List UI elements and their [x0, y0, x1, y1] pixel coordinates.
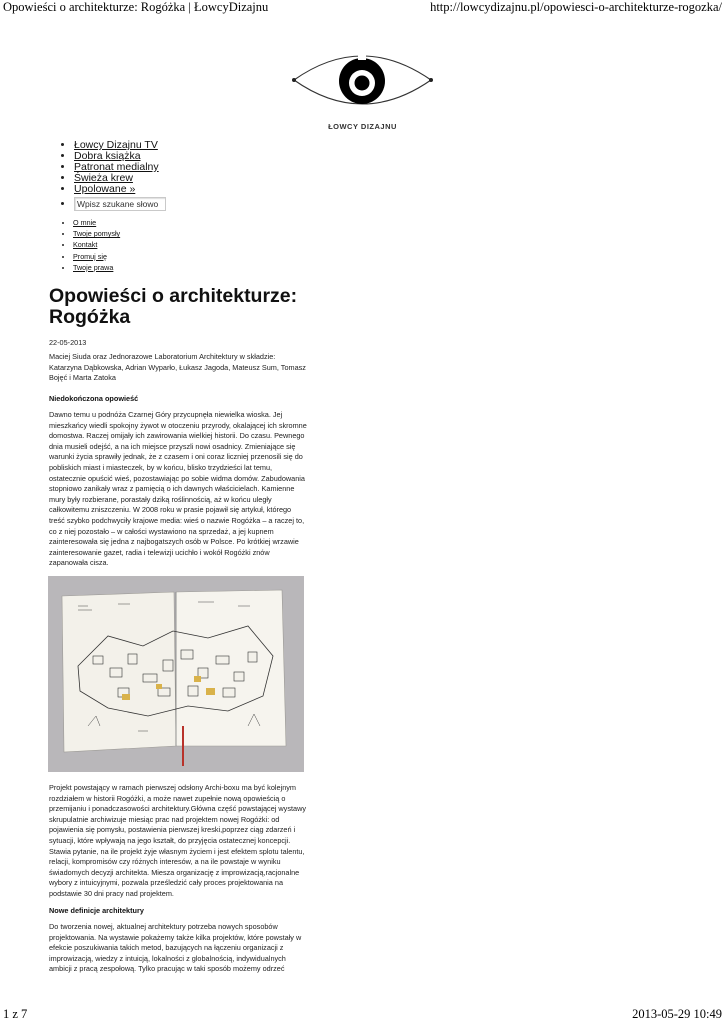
- subnav-item-contact: [73, 239, 120, 250]
- nav-link-patronage[interactable]: Patronat medialny: [74, 161, 159, 173]
- logo-text: ŁOWCY DIZAJNU: [328, 122, 397, 131]
- print-datetime: 2013-05-29 10:49: [632, 1007, 722, 1021]
- section-heading-unfinished-story: Niedokończona opowieść: [49, 394, 139, 403]
- secondary-navigation: [60, 217, 120, 273]
- subnav-link-about[interactable]: O mnie: [73, 218, 97, 227]
- print-page-url: http://lowcydizajnu.pl/opowiesci-o-architekturze-rogozka/: [430, 0, 722, 14]
- subnav-link-ideas[interactable]: Twoje pomysły: [73, 229, 121, 239]
- subnav-item-ideas: [73, 228, 120, 239]
- sketchbook-drawing-icon: [48, 576, 304, 772]
- subnav-item-rights: [73, 262, 120, 273]
- post-intro: Maciej Siuda oraz Jednorazowe Laboratorium Architektury w składzie: Katarzyna Dąbkowska, Adrian Wyparło, Łukasz Jagoda, Mateusz Sum, Tomasz Bojęć i Marta Zatoka: [49, 352, 306, 383]
- site-logo[interactable]: [290, 50, 435, 135]
- nav-item-search: [74, 197, 166, 211]
- print-page-number: 1 z 7: [3, 1007, 28, 1021]
- post-paragraph-1: Dawno temu u podnóża Czarnej Góry przycupnęła niewielka wioska. Jej mieszkańcy wiedli spokojny żywot w otoczeniu przyrody, okalającej ich skromne domostwa. Raczej omijały ich zawirowania wielkiej historii. Do czasu. Pewnego dnia musieli odejść, a na ich miejsce przyszli nowi osadnicy. Zmieniające się warunki życia sprawiły jednak, że z czasem i oni coraz liczniej przenosili się do pobliskich miast i miasteczek, by w końcu, blisko trzydzieści lat temu, ostatecznie opuścić wieś, pozostawiając po sobie widma domów. Zabudowania stopniowo zanikały wraz z pamięcią o ich dawnych właścicielach. Kamienne mury były rozbierane, porastały dziką roślinnością, aż w końcu uległy całkowitemu zniszczeniu. W 2008 roku w prasie pojawił się artykuł, którego treść szybko podchwyciły krajowe media: wieś o nazwie Rogóżka – a raczej to, co z niej pozostało – w całości wystawiono na sprzedaż, a jej kupnem zainteresowała się jedna z najbogatszych osób w Polsce. Po krótkiej wrzawie zainteresowanie gazet, radia i telewizji ucichło i wokół Rogóżki znów zapanowała cisza.: [49, 410, 307, 568]
- subnav-link-rights[interactable]: Twoje prawa: [73, 262, 114, 272]
- print-footer: [0, 1004, 724, 1022]
- subnav-link-contact[interactable]: Kontakt: [73, 240, 98, 250]
- print-page-title: Opowieści o architekturze: Rogóżka | ŁowcyDizajnu: [3, 0, 269, 14]
- post-title: Opowieści o architekturze: Rogóżka: [49, 285, 298, 328]
- main-navigation: [60, 140, 166, 211]
- nav-link-fresh-blood[interactable]: Świeża krew: [74, 172, 133, 184]
- nav-link-tv[interactable]: Łowcy Dizajnu TV: [74, 139, 158, 151]
- post-paragraph-3: Do tworzenia nowej, aktualnej architektury potrzeba nowych sposobów projektowania. Na wystawie pokażemy także kilka projektów, które powstały w efekcie poszukiwania takich metod, bazujących na łączeniu organizacji z improwizacją, wiedzy z intuicją, lokalności z globalnością, indywidualnych ambicji z pracą zespołową. Tylko pracując w taki sposób możemy odrzeć: [49, 922, 302, 974]
- nav-link-book[interactable]: Dobra książka: [74, 150, 141, 162]
- subnav-item-promote: [73, 251, 120, 262]
- nav-link-hunted[interactable]: Upolowane »: [74, 183, 136, 195]
- search-input[interactable]: [74, 197, 166, 211]
- print-header: [0, 0, 724, 18]
- post-paragraph-2: Projekt powstający w ramach pierwszej odsłony Archi-boxu ma być kolejnym rozdziałem w historii Rogóżki, a może nawet zupełnie nową opowieścią o przemijaniu i ponadczasowości architektury.Główna część powstającej wystawy skrupulatnie archiwizuje miesiąc prac nad projektem nowej Rogóżki: od pojawienia się pomysłu, postawienia pierwszej kreski,poprzez ciąg zdarzeń i sytuacji, które wpływają na jego kształt, do przyjęcia ostatecznej koncepcji. Stawia pytanie, na ile projekt żyje własnym życiem i jest efektem splotu talentu, relacji, kompromisów czy różnych interesów, a na ile powstaje w wyniku świadomych decyzji architekta. Miesza organizację z improwizacją,racjonalne wybory z intuicyjnymi, pozwala prześledzić cały proces projektowania na podstawie 30 dni pracy nad projektem.: [49, 783, 306, 898]
- subnav-link-promote[interactable]: Promuj się: [73, 251, 107, 261]
- nav-item-hunted: [74, 184, 166, 195]
- section-heading-new-definitions: Nowe definicje architektury: [49, 906, 144, 915]
- sketchbook-image: [48, 576, 304, 772]
- eye-logo-icon: [290, 50, 435, 122]
- post-date: 22-05-2013: [49, 338, 87, 347]
- subnav-item-about: [73, 217, 120, 228]
